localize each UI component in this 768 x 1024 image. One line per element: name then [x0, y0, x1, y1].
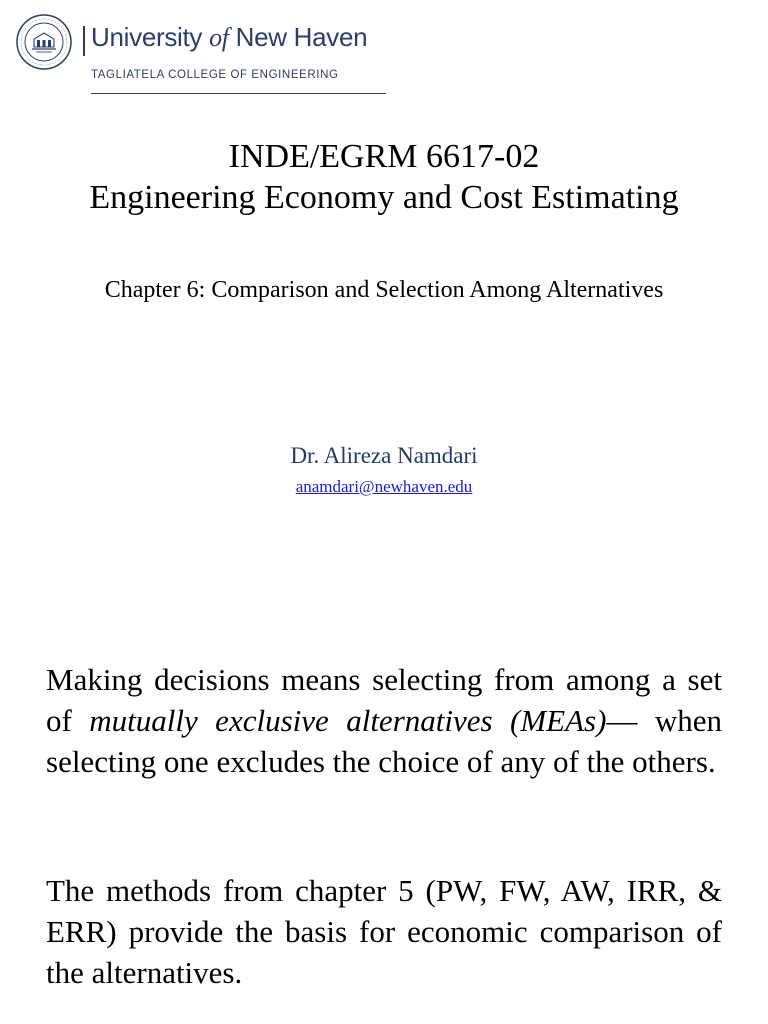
course-code: INDE/EGRM 6617-02 — [228, 138, 540, 175]
intro-text-start: Making decisions means selecting from among a set of — [46, 662, 722, 738]
course-title: Engineering Economy and Cost Estimating — [89, 179, 679, 216]
header-divider — [83, 26, 85, 56]
instructor-email-link[interactable]: anamdari@newhaven.edu — [295, 477, 473, 496]
instructor-name: Dr. Alireza Namdari — [290, 443, 478, 468]
header-underline — [91, 93, 386, 94]
university-name: University of New Haven — [91, 22, 368, 52]
email-line — [0, 476, 768, 498]
intro-paragraph — [46, 659, 722, 782]
chapter-title: Chapter 6: Comparison and Selection Among Alternatives — [104, 277, 664, 303]
university-header — [16, 14, 388, 96]
intro-text-end: — when selecting one excludes the choice of any of the others. — [46, 703, 722, 779]
methods-paragraph: The methods from chapter 5 (PW, FW, AW, IRR, & ERR) provide the basis for economic comparison of the alternatives. — [46, 873, 722, 990]
college-name: TAGLIATELA COLLEGE OF ENGINEERING — [91, 69, 339, 81]
intro-emphasis: mutually exclusive alternatives (MEAs) — [89, 703, 607, 738]
university-seal-icon — [16, 14, 72, 70]
